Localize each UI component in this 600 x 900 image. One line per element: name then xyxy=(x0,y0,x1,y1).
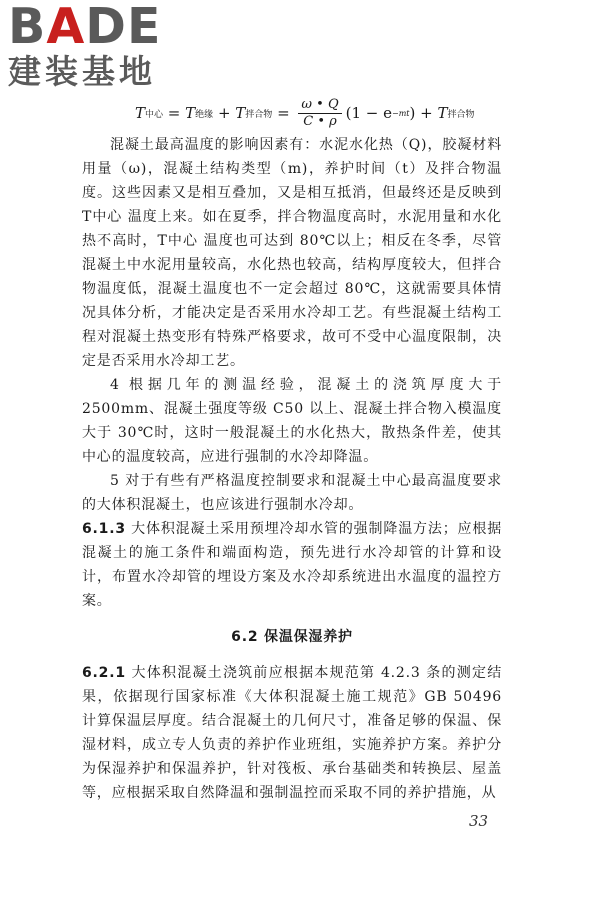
clause-6-2-1: 6.2.1 大体积混凝土浇筑前应根据本规范第 4.2.3 条的测定结果，依据现行国家标准《大体积混凝土施工规范》GB 50496 计算保温层厚度。结合混凝土的几何尺寸，准备足够的保温、保湿材料，成立专人负责的养护作业班组，实施养护方案。养护分为保湿养护和保温养护，针对筏板、承台基础类和转换层、屋盖等，应根据采取自然降温和强制温控而采取不同的养护措施，从 xyxy=(82,665,502,801)
paragraph-item-4: 4 根据几年的测温经验，混凝土的浇筑厚度大于 2500mm、混凝土强度等级 C50 以上、混凝土拌合物入模温度大于 30℃时，这时一般混凝土的水化热大，散热条件差，使其中心的温度较高，应进行强制的水冷却降温。 xyxy=(82,377,502,465)
paragraph-item-5: 5 对于有些有严格温度控制要求和混凝土中心最高温度要求的大体积混凝土，也应该进行强制水冷却。 xyxy=(82,473,502,513)
clause-number: 6.1.3 xyxy=(82,521,126,537)
paragraph-factors: 混凝土最高温度的影响因素有：水泥水化热（Q)，胶凝材料用量（ω)，混凝土结构类型（m)，养护时间（t）及拌合物温度。这些因素又是相互叠加，又是相互抵消，但最终还是反映到T中心 温度上来。如在夏季，拌合物温度高时，水泥用量和水化热不高时，T中心 温度也可达到 80℃以上；相反在冬季，尽管混凝土中水泥用量较高，水化热也较高，结构厚度较大，但拌合物温度低，混凝土温度也不一定会超过 80℃，这就需要具体情况具体分析，才能决定是否采用水冷却工艺。有些混凝土结构工程对混凝土热变形有特殊严格要求，故可不受中心温度限制，决定是否采用水冷却工艺。 xyxy=(82,137,502,369)
bade-logo xyxy=(8,2,176,92)
page-number: 33 xyxy=(469,812,489,830)
formula-fraction: $\frac{\omega • Q}{C • \rho}$ xyxy=(298,97,341,130)
clause-number: 6.2.1 xyxy=(82,665,126,681)
logo-subtitle: 建装基地 xyxy=(8,52,156,91)
clause-6-1-3: 6.1.3 大体积混凝土采用预埋冷却水管的强制降温方法；应根据混凝土的施工条件和端面构造，预先进行水冷却管的计算和设计，布置水冷却管的埋设方案及水冷却系统进出水温度的温控方案。 xyxy=(82,521,502,609)
temperature-formula: T 中心 = T 绝缘 + T 拌合物 = $\frac{\omega • Q}{C • \rho}$ (1 − e −mt ) + T 拌合物 xyxy=(135,96,475,129)
section-heading: 6.2 保温保湿养护 xyxy=(231,629,353,645)
document-body xyxy=(82,133,502,805)
logo-wordmark: BADE xyxy=(8,0,162,55)
